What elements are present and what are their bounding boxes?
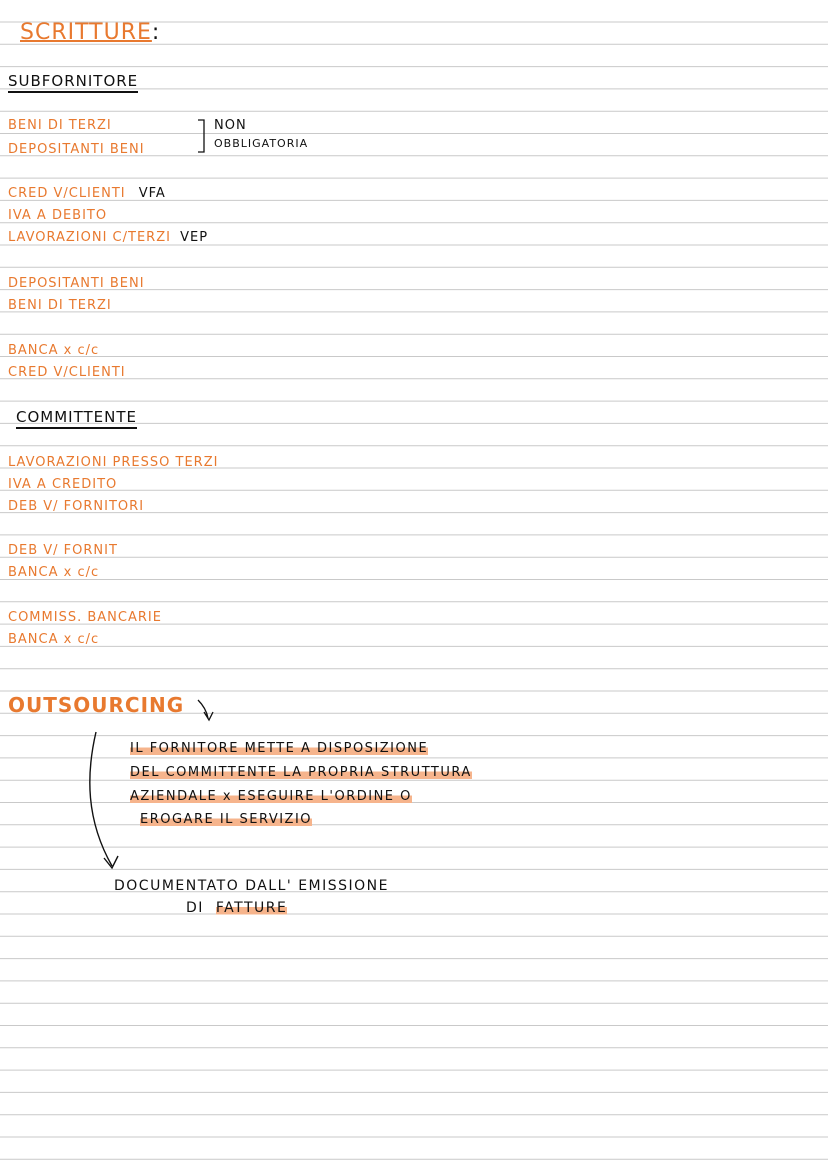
entry-deb-fornitori: DEB V/ FORNITORI	[8, 499, 145, 514]
entry-banca-cc-committente: BANCA x c/c	[8, 565, 100, 580]
entry-iva-debito: IVA A DEBITO	[8, 208, 108, 223]
note-non: NON	[214, 118, 247, 133]
arrow-head-icon	[104, 856, 118, 868]
page-title-text: SCRITTURE	[20, 20, 152, 45]
documentato-line-1: DOCUMENTATO DALL' EMISSIONE	[114, 878, 389, 894]
entry-vfa: VFA	[138, 186, 166, 201]
outsourcing-heading: OUTSOURCING	[8, 693, 185, 717]
entry-banca-cc: BANCA x c/c	[8, 343, 100, 358]
entry-banca-cc-committente-2: BANCA x c/c	[8, 632, 100, 647]
outsourcing-line-3-text: AZIENDALE x ESEGUIRE L'ORDINE O	[130, 789, 412, 804]
subfornitore-heading: SUBFORNITORE	[8, 72, 138, 93]
note-obbligatoria: OBBLIGATORIA	[214, 137, 309, 150]
entry-depositanti-beni-2: DEPOSITANTI BENI	[8, 276, 145, 291]
entry-beni-di-terzi: BENI DI TERZI	[8, 118, 112, 133]
arrow-down-small-icon	[198, 700, 213, 720]
entry-depositanti-beni: DEPOSITANTI BENI	[8, 142, 145, 157]
entry-deb-fornit: DEB V/ FORNIT	[8, 543, 118, 558]
entry-cred-clienti-label: CRED V/CLIENTI	[8, 186, 126, 201]
outsourcing-line-4-text: EROGARE IL SERVIZIO	[140, 812, 313, 827]
entry-commiss-bancarie: COMMISS. BANCARIE	[8, 610, 162, 625]
curved-arrow-icon	[90, 732, 112, 866]
bracket-icon	[198, 120, 204, 152]
entry-cred-clienti-2: CRED V/CLIENTI	[8, 365, 126, 380]
entry-beni-di-terzi-2: BENI DI TERZI	[8, 298, 112, 313]
page-title-colon: :	[151, 20, 161, 45]
entry-lavorazioni-terzi-label: LAVORAZIONI C/TERZI	[8, 230, 171, 245]
entry-iva-credito: IVA A CREDITO	[8, 477, 118, 492]
outsourcing-line-2-text: DEL COMMITTENTE LA PROPRIA STRUTTURA	[130, 765, 472, 780]
entry-lavorazioni-presso-terzi: LAVORAZIONI PRESSO TERZI	[8, 455, 219, 470]
committente-heading: COMMITTENTE	[16, 408, 137, 429]
documentato-di: DI	[186, 900, 204, 916]
documentato-fatture: FATTURE	[215, 900, 288, 916]
outsourcing-line-1-text: IL FORNITORE METTE A DISPOSIZIONE	[130, 741, 429, 756]
entry-vep: VEP	[180, 230, 209, 245]
